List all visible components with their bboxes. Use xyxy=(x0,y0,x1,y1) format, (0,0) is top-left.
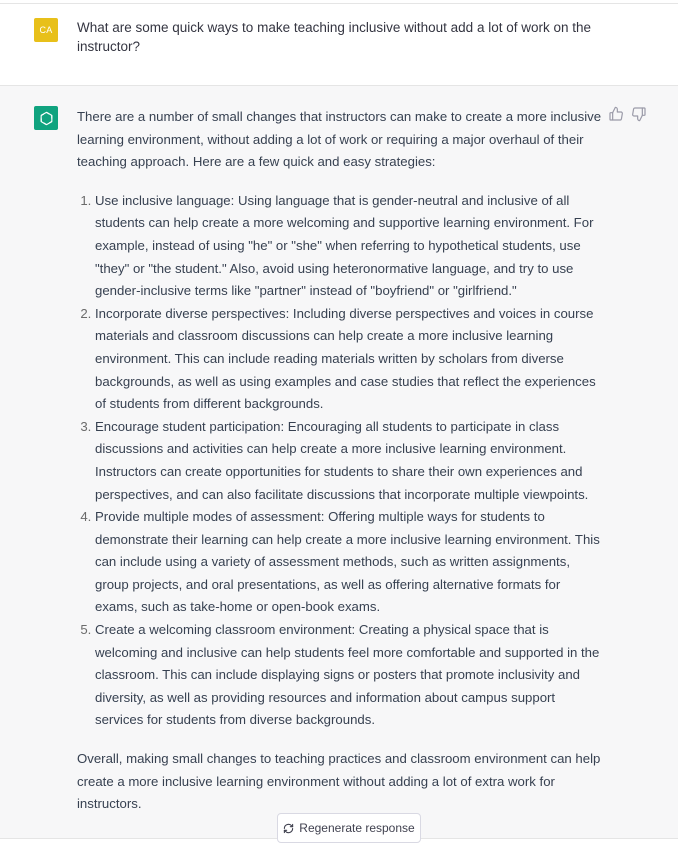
list-item: 3. Encourage student participation: Encouraging all students to participate in class discussions and activities can help create a more inclusive learning environment. Instructors can create opportunities for students to share their own experiences and perspectives, and can also facilitate discussions that incorporate multiple viewpoints. xyxy=(95,416,602,506)
answer-intro: There are a number of small changes that instructors can make to create a more inclusive learning environment, without adding a lot of work or requiring a major overhaul of their teaching approach. Here are a few quick and easy strategies: xyxy=(77,109,602,170)
user-avatar: CA xyxy=(34,18,58,42)
list-item: 4. Provide multiple modes of assessment: Offering multiple ways for students to demonstrate their learning can help create a more inclusive learning environment. This can include using a variety of assessment methods, such as written assignments, group projects, and oral presentations, as well as offering alternative formats for exams, such as take-home or open-book exams. xyxy=(95,506,602,619)
user-message-text: What are some quick ways to make teaching inclusive without add a lot of work on the instructor? xyxy=(77,20,592,54)
answer-conclusion: Overall, making small changes to teaching practices and classroom environment can help create a more inclusive learning environment without adding a lot of extra work for instructors. xyxy=(77,751,601,812)
regenerate-label: Regenerate response xyxy=(299,821,415,835)
assistant-answer xyxy=(77,106,602,816)
feedback-buttons xyxy=(608,106,647,122)
openai-logo-icon xyxy=(34,106,58,130)
user-message xyxy=(0,4,678,86)
refresh-icon xyxy=(283,823,294,834)
thumbs-down-icon[interactable] xyxy=(631,106,647,122)
list-item: 1. Use inclusive language: Using language that is gender-neutral and inclusive of all students can help create a more welcoming and supportive learning environment. For example, instead of using "he" or "she" when referring to hypothetical students, use "they" or "the student." Also, avoid using heteronormative language, and try to use gender-inclusive terms like "partner" instead of "boyfriend" or "girlfriend." xyxy=(95,190,602,303)
regenerate-response-button[interactable] xyxy=(277,813,421,843)
list-item: 2. Incorporate diverse perspectives: Including diverse perspectives and voices in course materials and classroom discussions can help create a more inclusive learning environment. This can include reading materials written by scholars from diverse backgrounds, as well as using examples and case studies that reflect the experiences of students from different backgrounds. xyxy=(95,303,602,416)
thumbs-up-icon[interactable] xyxy=(608,106,624,122)
assistant-message xyxy=(0,86,678,838)
list-item: 5. Create a welcoming classroom environment: Creating a physical space that is welcoming and inclusive can help students feel more comfortable and supported in the classroom. This can include displaying signs or posters that promote inclusivity and diversity, as well as providing resources and information about campus support services for students from diverse backgrounds. xyxy=(95,619,602,732)
strategy-list xyxy=(77,190,602,732)
